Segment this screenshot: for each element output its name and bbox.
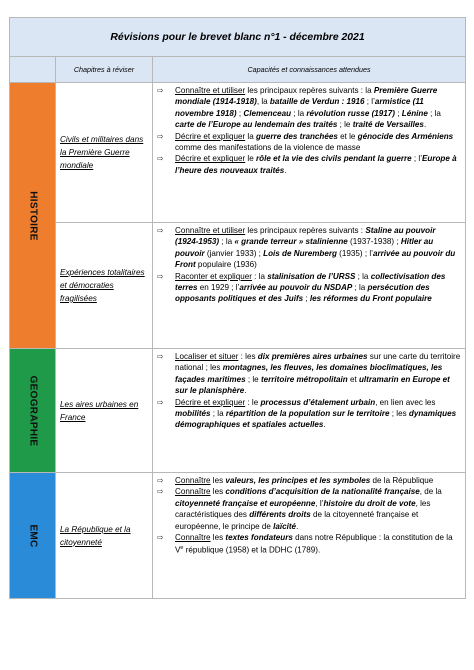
list-item: ⇨ Raconter et expliquer : la stalinisation de l’URSS ; la collectivisation des terres en 1929 ; l’arrivée au pouvoir du NSDAP ; la persécution des opposants politiques et des Juifs ; les réformes du Front populaire bbox=[157, 271, 446, 304]
chapter-first-world-war: Civils et militaires dans la Première Guerre mondiale bbox=[56, 83, 153, 223]
chapter-totalitarian: Expériences totalitaires et démocraties fragilisées bbox=[56, 223, 153, 349]
list-item: ⇨ Connaître les valeurs, les principes et les symboles de la République bbox=[157, 476, 434, 485]
skills-urban-areas bbox=[153, 349, 466, 473]
list-item: ⇨ Connaître les conditions d’acquisition de la nationalité française, de la citoyenneté française et européenne, l’histoire du droit de vote, les caractéristiques des différents droits de la citoyenneté française et européenne, le principe de laïcité. bbox=[157, 487, 442, 531]
list-item: ⇨ Connaître et utiliser les principaux repères suivants : Staline au pouvoir (1924-1953) ; la « grande terreur » stalinienne (1937-1938) ; Hitler au pouvoir (janvier 1933) ; Lois de Nuremberg (1935) ; l’arrivée au pouvoir du Front populaire (1936) bbox=[157, 226, 456, 270]
skills-citizenship bbox=[153, 473, 466, 599]
arrow-icon: ⇨ bbox=[157, 533, 164, 543]
arrow-icon: ⇨ bbox=[157, 397, 164, 407]
page-title: Révisions pour le brevet blanc n°1 - décembre 2021 bbox=[10, 18, 466, 57]
subject-label-emc: EMC bbox=[27, 523, 38, 548]
arrow-icon: ⇨ bbox=[157, 487, 164, 497]
list-item: ⇨ Décrire et expliquer la guerre des tranchées et le génocide des Arméniens comme des manifestations de la violence de masse bbox=[157, 131, 454, 153]
subject-label-geographie: GEOGRAPHIE bbox=[27, 375, 38, 446]
subject-geographie bbox=[10, 349, 56, 473]
arrow-icon: ⇨ bbox=[157, 271, 164, 281]
arrow-icon: ⇨ bbox=[157, 154, 164, 164]
arrow-icon: ⇨ bbox=[157, 86, 164, 95]
header-skills: Capacités et connaissances attendues bbox=[153, 57, 466, 83]
list-item: ⇨ Connaître les textes fondateurs dans notre République : la constitution de la Ve république (1958) et la DDHC (1789). bbox=[157, 533, 453, 556]
arrow-icon: ⇨ bbox=[157, 131, 164, 141]
chapter-citizenship: La République et la citoyenneté bbox=[56, 473, 153, 599]
arrow-icon: ⇨ bbox=[157, 352, 164, 361]
subject-label-histoire: HISTOIRE bbox=[27, 190, 38, 241]
subject-histoire bbox=[10, 83, 56, 349]
chapter-urban-areas: Les aires urbaines en France bbox=[56, 349, 153, 473]
header-blank bbox=[10, 57, 56, 83]
subject-emc bbox=[10, 473, 56, 599]
arrow-icon: ⇨ bbox=[157, 476, 164, 485]
list-item: ⇨ Décrire et expliquer : le processus d’étalement urbain, en lien avec les mobilités ; la répartition de la population sur le territoire ; les dynamiques démographiques et spatiales actuelles. bbox=[157, 397, 457, 430]
list-item: ⇨ Connaître et utiliser les principaux repères suivants : la Première Guerre mondiale (1914-1918), la bataille de Verdun : 1916 ; l’armistice (11 novembre 1918) ; Clemenceau ; la révolution russe (1917) ; Lénine ; la carte de l’Europe au lendemain des traités ; le traité de Versailles. bbox=[157, 86, 441, 130]
skills-totalitarian bbox=[153, 223, 466, 349]
header-chapters: Chapitres à réviser bbox=[56, 57, 153, 83]
list-item: ⇨ Décrire et expliquer le rôle et la vie des civils pendant la guerre ; l’Europe à l’heure des nouveaux traités. bbox=[157, 154, 457, 175]
list-item: ⇨ Localiser et situer : les dix premières aires urbaines sur une carte du territoire national ; les montagnes, les fleuves, les domaines bioclimatiques, les façades maritimes ; le territoire métropolitain et ultramarin en Europe et sur le planisphère. bbox=[157, 352, 461, 396]
revision-sheet bbox=[9, 17, 465, 599]
arrow-icon: ⇨ bbox=[157, 226, 164, 235]
revision-table bbox=[9, 17, 466, 599]
skills-first-world-war bbox=[153, 83, 466, 223]
